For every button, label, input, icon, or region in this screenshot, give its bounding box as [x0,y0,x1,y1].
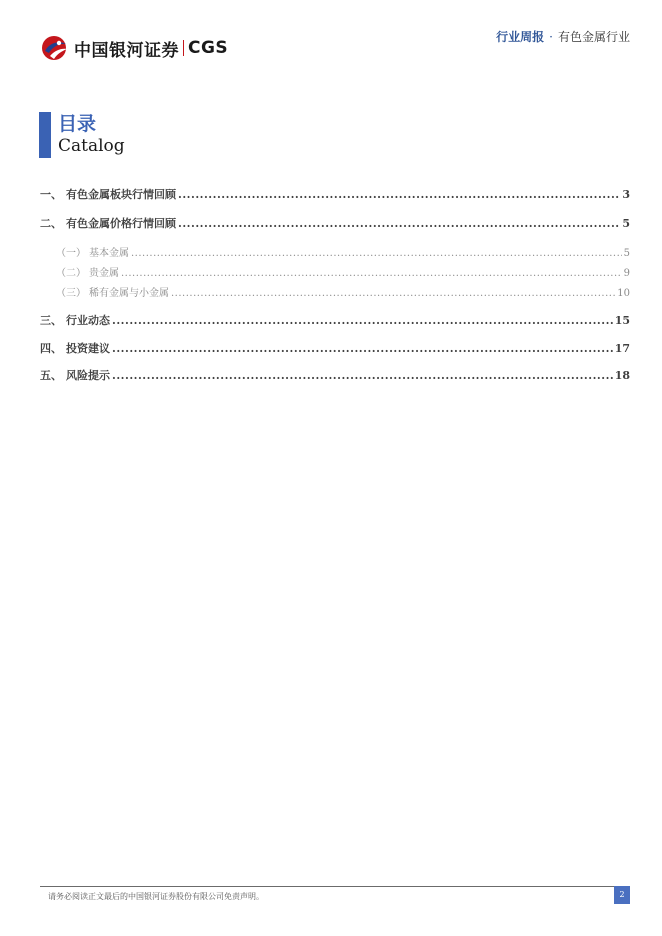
toc-entry-page: 10 [617,288,630,299]
toc-entry-page: 3 [622,188,630,201]
toc-entry-title: 有色金属价格行情回顾 [66,217,176,230]
report-type: 行业周报 [496,30,545,44]
logo-divider [183,40,184,56]
toc-entry-number: 三、 [40,314,62,327]
toc-leader-dots [131,248,622,259]
company-name-en: CGS [188,38,229,58]
toc-entry-number: 二、 [40,217,62,230]
toc-entry-page: 15 [614,314,630,327]
toc-entry[interactable] [40,215,630,231]
galaxy-logo-icon [40,34,70,62]
page-header [0,0,662,70]
toc-entry-page: 18 [614,369,630,382]
catalog-title-en: Catalog [58,136,125,156]
footer-divider [40,886,630,887]
toc-entry-number: （二） [56,268,86,279]
toc-entry-title: 风险提示 [66,369,110,382]
toc-leader-dots [171,288,615,299]
toc-leader-dots [112,342,613,355]
toc-entry-title: 基本金属 [89,248,129,259]
toc-entry-number: （一） [56,248,86,259]
toc-entry-number: 五、 [40,369,62,382]
footer-disclaimer: 请务必阅读正文最后的中国银河证券股份有限公司免责声明。 [48,892,264,901]
catalog-title-cn: 目录 [58,113,97,135]
toc-entry-page: 5 [623,248,630,259]
report-tag-separator: · [549,30,553,44]
toc-entry[interactable] [40,312,630,328]
report-tag [496,28,630,45]
company-name-cn: 中国银河证券 [74,40,179,61]
toc-subentry[interactable] [40,284,630,299]
toc-entry[interactable] [40,367,630,383]
page-footer [40,886,630,906]
toc-entry-page: 9 [623,268,630,279]
toc-subentry[interactable] [40,264,630,279]
toc-entry-title: 有色金属板块行情回顾 [66,188,176,201]
toc-entry-number: 一、 [40,188,62,201]
toc-leader-dots [178,217,620,230]
toc-leader-dots [112,369,613,382]
toc-leader-dots [112,314,613,327]
industry-name: 有色金属行业 [557,30,630,44]
title-accent-bar [39,112,51,158]
toc-entry-page: 17 [614,342,630,355]
toc-entry-number: （三） [56,288,86,299]
toc-entry-number: 四、 [40,342,62,355]
toc-entry-page: 5 [622,217,630,230]
toc-entry-title: 稀有金属与小金属 [89,288,169,299]
company-logo [40,34,228,62]
toc-entry[interactable] [40,186,630,202]
toc-entry-title: 贵金属 [89,268,119,279]
page-number: 2 [614,886,630,904]
toc-entry[interactable] [40,340,630,356]
toc-leader-dots [178,188,620,201]
toc-leader-dots [121,268,622,279]
toc-subentry[interactable] [40,244,630,259]
toc-entry-title: 行业动态 [66,314,110,327]
toc-entry-title: 投资建议 [66,342,110,355]
